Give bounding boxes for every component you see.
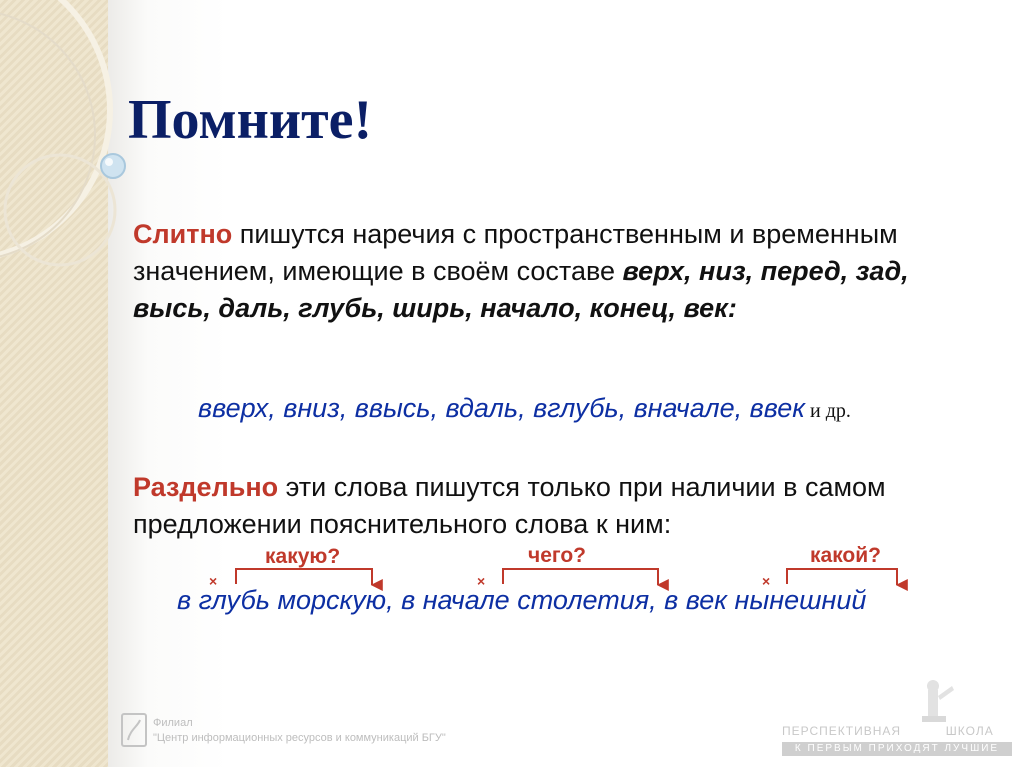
example-phrase: в глубь морскую, в начале столетия, в век нынешний: [177, 585, 867, 615]
footer-organization: [120, 712, 520, 756]
slide-title: Помните!: [128, 89, 373, 151]
arrow-1: [236, 569, 372, 585]
footer-line-2: "Центр информационных ресурсов и коммуникаций БГУ": [153, 732, 446, 744]
brand-word-1: ПЕРСПЕКТИВНАЯ: [782, 724, 902, 738]
brand-word-2: ШКОЛА: [945, 724, 994, 738]
rule-merged-lead: Слитно: [133, 219, 233, 249]
university-logo-icon: [120, 712, 148, 748]
rule-merged-text: пишутся наречия с пространственным и временным значением, имеющие в своём составе: [133, 219, 898, 286]
rule-separate-lead: Раздельно: [133, 472, 279, 502]
cross-mark-1: ×: [209, 573, 218, 589]
footer-line-1: Филиал: [153, 717, 193, 729]
rule-merged-roots: верх, низ, перед, зад, высь, даль, глубь, ширь, начало, конец, век:: [133, 256, 909, 323]
rule-separate-text: эти слова пишутся только при наличии в самом предложении пояснительного слова к ним:: [133, 472, 886, 539]
examples-suffix: и др.: [805, 400, 851, 422]
footer-brand: [782, 676, 1014, 756]
cross-mark-3: ×: [762, 573, 771, 589]
cross-mark-2: ×: [477, 573, 486, 589]
question-label-3: какой?: [810, 544, 881, 567]
brand-slogan: К ПЕРВЫМ ПРИХОДЯТ ЛУЧШИЕ: [782, 742, 1012, 756]
question-label-2: чего?: [528, 544, 586, 567]
question-label-1: какую?: [265, 545, 341, 568]
arrow-3: [787, 569, 897, 585]
arrow-2: [503, 569, 658, 585]
examples-words: вверх, вниз, ввысь, вдаль, вглубь, вначале, ввек: [198, 393, 806, 423]
